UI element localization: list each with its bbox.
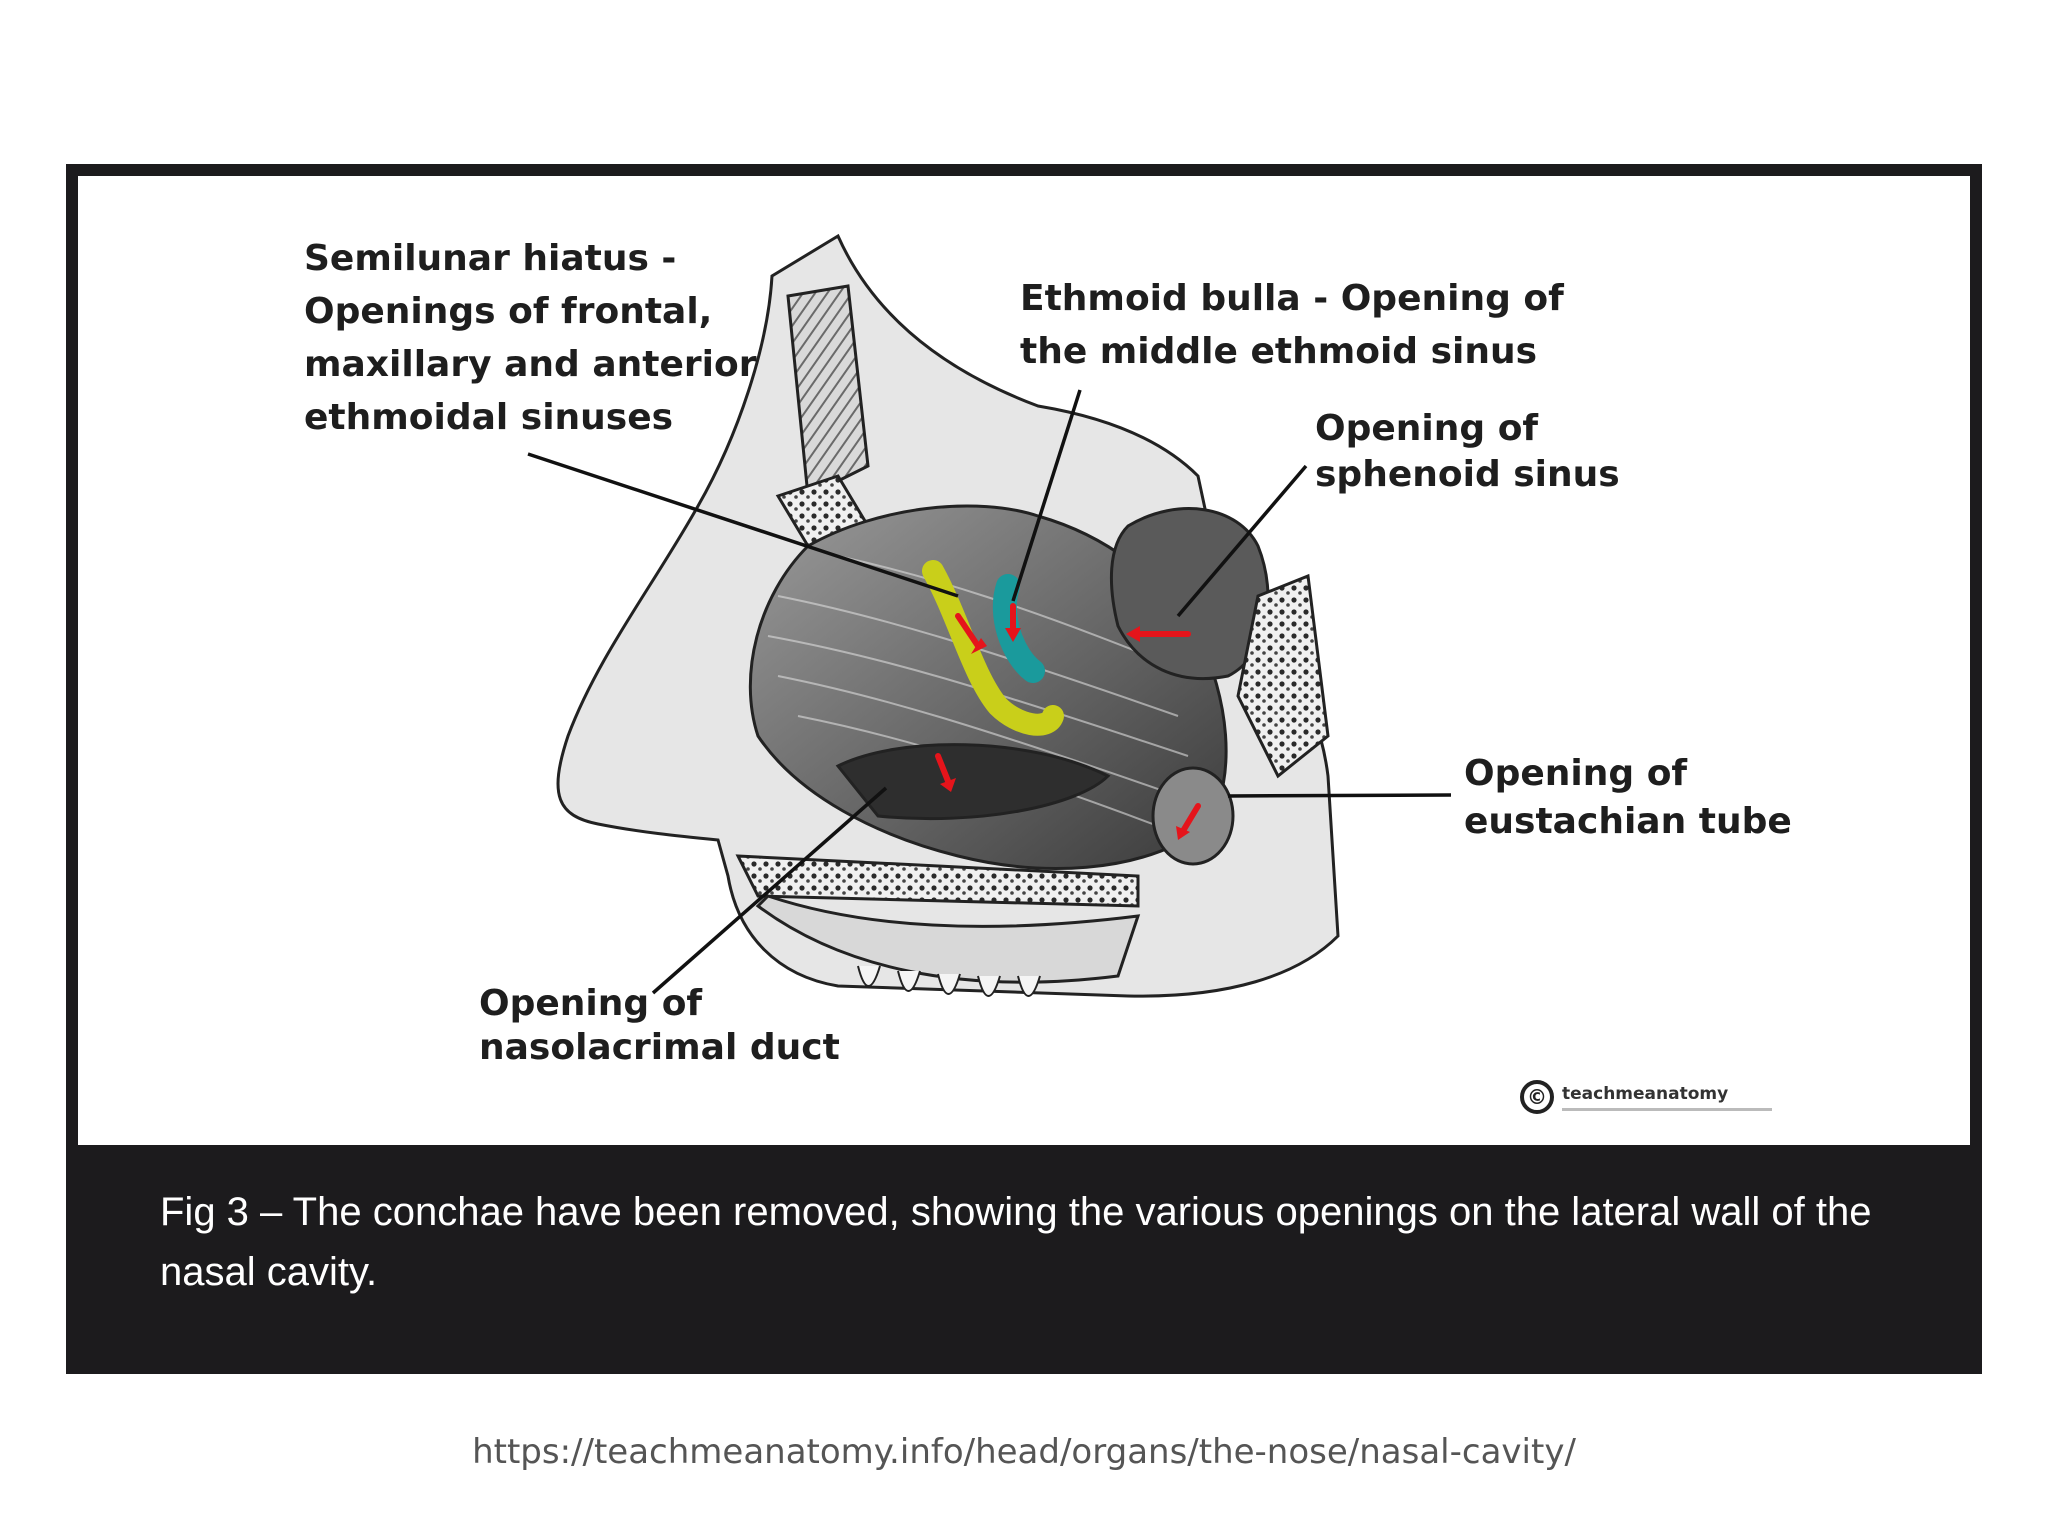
label-sphenoid-sinus [1315, 406, 1620, 498]
source-url[interactable]: https://teachmeanatomy.info/head/organs/the-nose/nasal-cavity/ [472, 1432, 1576, 1472]
label-line: Opening of [479, 983, 703, 1024]
anatomy-illustration [78, 176, 1970, 1145]
watermark-text: teachmeanatomy [1562, 1083, 1729, 1104]
watermark-tagline [1562, 1108, 1772, 1111]
label-semilunar-hiatus [304, 232, 756, 444]
leader-eustachian [1228, 795, 1451, 796]
label-line: Opening of [1315, 408, 1539, 449]
figure-caption: Fig 3 – The conchae have been removed, showing the various openings on the lateral wall of the nasal cavity. [160, 1190, 1872, 1294]
figure-frame [66, 164, 1982, 1374]
label-eustachian-tube [1464, 750, 1792, 846]
label-line: nasolacrimal duct [479, 1027, 840, 1068]
label-line: eustachian tube [1464, 801, 1792, 842]
label-line: Semilunar hiatus - [304, 238, 677, 279]
label-nasolacrimal-duct [479, 982, 840, 1070]
label-line: sphenoid sinus [1315, 454, 1620, 495]
label-line: ethmoidal sinuses [304, 397, 674, 438]
label-line: Openings of frontal, [304, 291, 713, 332]
label-line: maxillary and anterior [304, 344, 757, 385]
label-ethmoid-bulla [1020, 272, 1564, 378]
label-line: the middle ethmoid sinus [1020, 331, 1538, 372]
label-line: Ethmoid bulla - Opening of [1020, 278, 1564, 319]
copyright-icon: © [1520, 1080, 1554, 1114]
watermark [1520, 1080, 1772, 1114]
label-line: Opening of [1464, 753, 1688, 794]
